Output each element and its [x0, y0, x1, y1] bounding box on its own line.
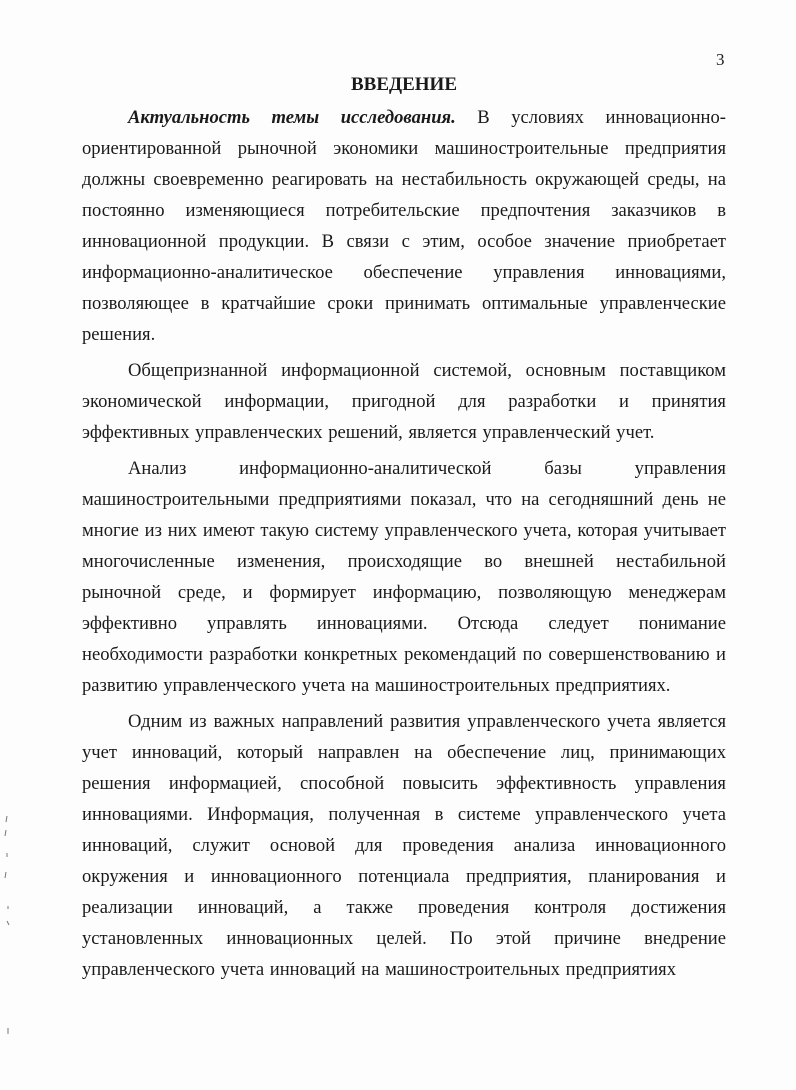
- paragraph-text: В условиях инновационно-ориентированной рыночной экономики машиностроительные предприятия должны своевременно реагировать на нестабильность окружающей среды, на постоянно изменяющиеся потребительские предпочтения заказчиков в инновационной продукции. В связи с этим, особое значение приобретает информационно-аналитическое обеспечение управления инновациями, позволяющее в кратчайшие сроки принимать оптимальные управленческие решения.: [82, 107, 727, 345]
- paragraph-text: Общепризнанной информационной системой, основным поставщиком экономической информации, пригодной для разработки и принятия эффективных управленческих решений, является управленческий учет.: [82, 360, 726, 443]
- page-number: 3: [716, 50, 725, 69]
- paragraph-text: Одним из важных направлений развития управленческого учета является учет инноваций, который направлен на обеспечение лиц, принимающих решения информацией, способной повысить эффективность управления инновациями. Информация, полученная в системе управленческого учета инноваций, служит основой для проведения анализа инновационного окружения и инновационного потенциала предприятия, планирования и реализации инноваций, а также проведения контроля достижения установленных инновационных целей. По этой причине внедрение управленческого учета инноваций на машиностроительных предприятиях: [82, 711, 726, 980]
- paragraph-lead: Актуальность темы исследования.: [128, 107, 456, 128]
- paragraph-innovation-accounting: [82, 706, 726, 985]
- paragraph-text: Анализ информационно-аналитической базы управления машиностроительными предприятиями показал, что на сегодняшний день не многие из них имеют такую систему управленческого учета, которая учитывает многочисленные изменения, происходящие во внешней нестабильной рыночной среде, и формирует информацию, позволяющую менеджерам эффективно управлять инновациями. Отсюда следует понимание необходимости разработки конкретных рекомендаций по совершенствованию и развитию управленческого учета на машиностроительных предприятиях.: [82, 458, 726, 696]
- body-text: [82, 102, 726, 990]
- section-heading: ВВЕДЕНИЕ: [351, 74, 457, 95]
- paragraph-management-accounting: [82, 355, 726, 448]
- scan-margin-marks: [0, 0, 20, 1090]
- paragraph-analysis: [82, 453, 726, 701]
- paragraph-relevance: [82, 102, 726, 350]
